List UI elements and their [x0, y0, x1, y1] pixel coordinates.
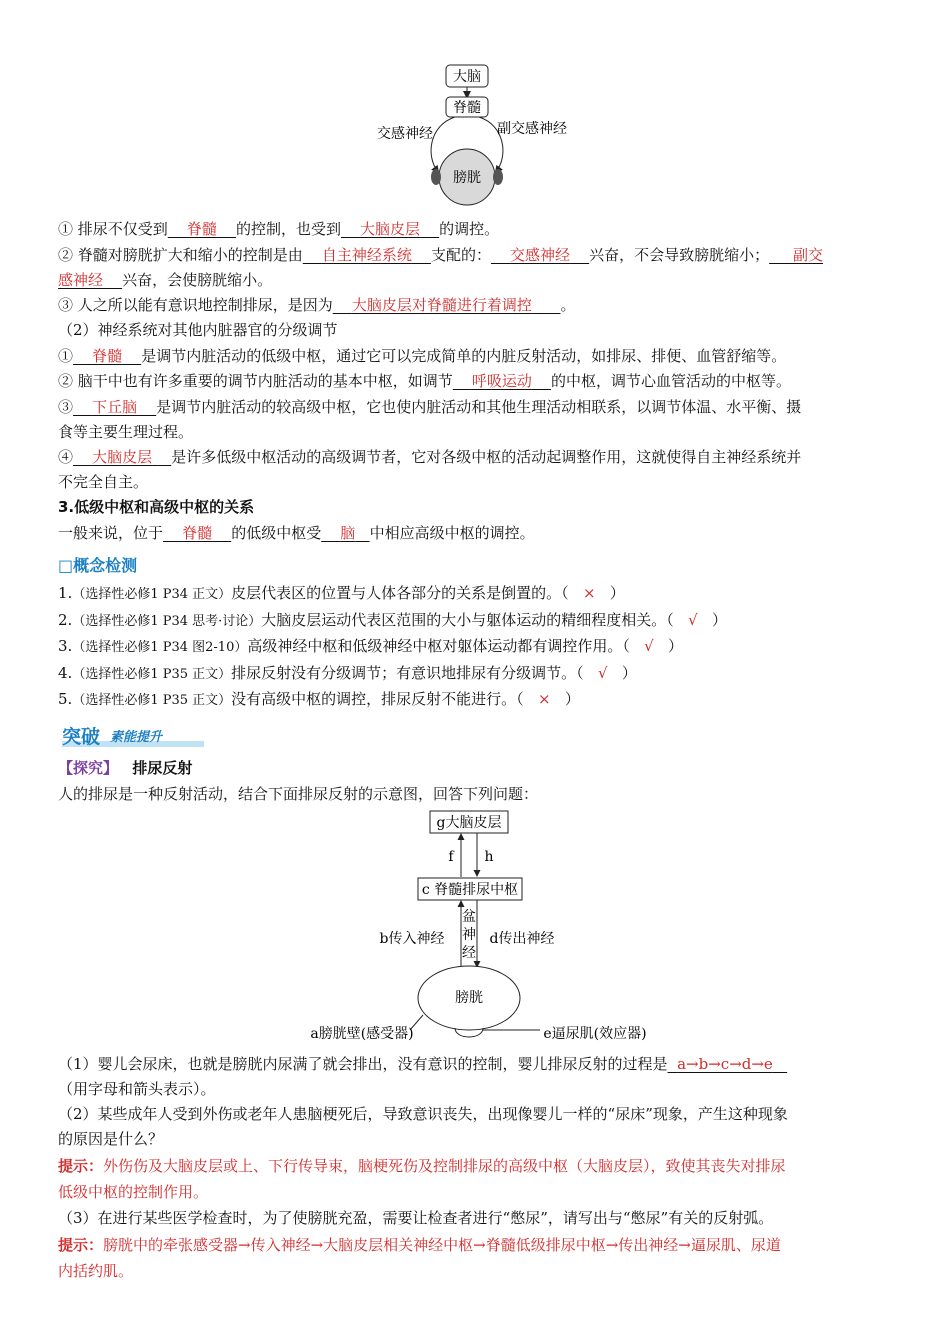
answer-mark: ×: [582, 584, 596, 602]
organ-point-1: ① 脊髓 是调节内脏活动的低级中枢，通过它可以完成简单的内脏反射活动，如排尿、排便、血管舒缩等。: [58, 347, 787, 365]
pelvic-2: 神: [462, 927, 476, 943]
spinal-center-label: c 脊髓排尿中枢: [421, 882, 519, 898]
hint-3: 提示：膀胱中的牵张感受器→传入神经→大脑皮层相关神经中枢→脊髓低级排尿中枢→传出神经→逼尿肌、尿道: [58, 1236, 781, 1254]
breakthrough-banner: [62, 724, 207, 754]
bladder-right-node: [493, 169, 503, 185]
receptor-label: a膀胱壁(感受器): [310, 1026, 414, 1042]
bladder-left-node: [431, 169, 441, 185]
answer-mark: √: [597, 664, 608, 682]
banner-main-text: 突破: [62, 726, 101, 748]
concept-item: 3.（选择性必修1 P34 图2-10）高级神经中枢和低级神经中枢对躯体运动都有调控作用。（ √ ）: [58, 637, 684, 655]
answer-mark: √: [644, 637, 654, 655]
point-2-cont: 感神经 兴奋，会使膀胱缩小。: [58, 271, 273, 289]
bladder-control-diagram: [360, 60, 590, 210]
question-2: （2）某些成年人受到外伤或老年人患脑梗死后，导致意识丧失，出现像婴儿一样的“尿床”现象，产生这种现象: [58, 1105, 788, 1123]
pelvic-1: 盆: [462, 909, 476, 925]
banner-graphic: [62, 724, 207, 750]
question-3: （3）在进行某些医学检查时，为了使膀胱充盈，需要让检查者进行“憋尿”，请写出与“憋尿”有关的反射弧。: [58, 1209, 774, 1227]
subsection-2-title: （2）神经系统对其他内脏器官的分级调节: [58, 321, 338, 339]
label-h: h: [484, 849, 494, 865]
organ-point-3-cont: 食等主要生理过程。: [58, 423, 194, 441]
point-3: ③ 人之所以能有意识地控制排尿，是因为 大脑皮层对脊髓进行着调控 。: [58, 296, 576, 314]
answer-mark: ×: [537, 690, 551, 708]
explore-heading: 【探究】 排尿反射: [58, 759, 193, 777]
hint-2: 提示：外伤伤及大脑皮层或上、下行传导束，脑梗死伤及控制排尿的高级中枢（大脑皮层），致使其丧失对排尿: [58, 1157, 786, 1175]
concept-item: 1.（选择性必修1 P34 正文）皮层代表区的位置与人体各部分的关系是倒置的。（ × ）: [58, 584, 625, 602]
section-3-text: 一般来说，位于 脊髓 的低级中枢受 脑 中相应高级中枢的调控。: [58, 524, 535, 542]
bladder-label: 膀胱: [453, 170, 481, 186]
label-f: f: [448, 849, 454, 865]
explore-intro: 人的排尿是一种反射活动，结合下面排尿反射的示意图，回答下列问题：: [58, 785, 539, 803]
afferent-label: b传入神经: [379, 931, 445, 947]
organ-point-2: ② 脑干中也有许多重要的调节内脏活动的基本中枢，如调节 呼吸运动 的中枢，调节心血管活动的中枢等。: [58, 372, 791, 390]
point-1: ① 排尿不仅受到 脊髓 的控制，也受到 大脑皮层 的调控。: [58, 220, 500, 238]
concept-item: 4.（选择性必修1 P35 正文）排尿反射没有分级调节；有意识地排尿有分级调节。（ √ ）: [58, 664, 637, 682]
hint-3-cont: 内括约肌。: [58, 1262, 134, 1280]
concept-item: 5.（选择性必修1 P35 正文）没有高级中枢的调控，排尿反射不能进行。（ × ）: [58, 690, 580, 708]
organ-point-4-cont: 不完全自主。: [58, 473, 149, 491]
section-3-title: 3.低级中枢和高级中枢的关系: [58, 498, 255, 516]
banner-sub-text: 素能提升: [110, 730, 163, 745]
question-2-cont: 的原因是什么？: [58, 1130, 164, 1148]
cortex-label: g大脑皮层: [436, 815, 502, 831]
pelvic-3: 经: [462, 945, 476, 961]
point-2: ② 脊髓对膀胱扩大和缩小的控制是由 自主神经系统 支配的： 交感神经 兴奋，不会导致膀胱缩小； 副交: [58, 246, 824, 264]
effector-label: e逼尿肌(效应器): [543, 1026, 647, 1042]
concept-check-heading: □概念检测: [58, 556, 138, 575]
sympathetic-label: 交感神经: [377, 126, 433, 142]
efferent-label: d传出神经: [489, 931, 555, 947]
spinal-label: 脊髓: [453, 100, 481, 116]
question-1-cont: （用字母和箭头表示）。: [58, 1080, 216, 1098]
urination-reflex-diagram: [300, 808, 660, 1046]
organ-point-4: ④ 大脑皮层 是许多低级中枢活动的高级调节者，它对各级中枢的活动起调整作用，这就使得自主神经系统并: [58, 448, 802, 466]
bladder-label-2: 膀胱: [455, 990, 483, 1006]
concept-item: 2.（选择性必修1 P34 思考·讨论）大脑皮层运动代表区范围的大小与躯体运动的精细程度相关。（ √ ）: [58, 611, 727, 629]
question-1: （1）婴儿会尿床，也就是膀胱内尿满了就会排出，没有意识的控制，婴儿排尿反射的过程是 a→b→c→d→e: [58, 1055, 773, 1073]
answer-mark: √: [688, 611, 698, 629]
parasympathetic-label: 副交感神经: [497, 121, 567, 137]
hint-2-cont: 低级中枢的控制作用。: [58, 1183, 209, 1201]
organ-point-3: ③ 下丘脑 是调节内脏活动的较高级中枢，它也使内脏活动和其他生理活动相联系，以调节体温、水平衡、摄: [58, 398, 802, 416]
brain-label: 大脑: [453, 69, 481, 85]
